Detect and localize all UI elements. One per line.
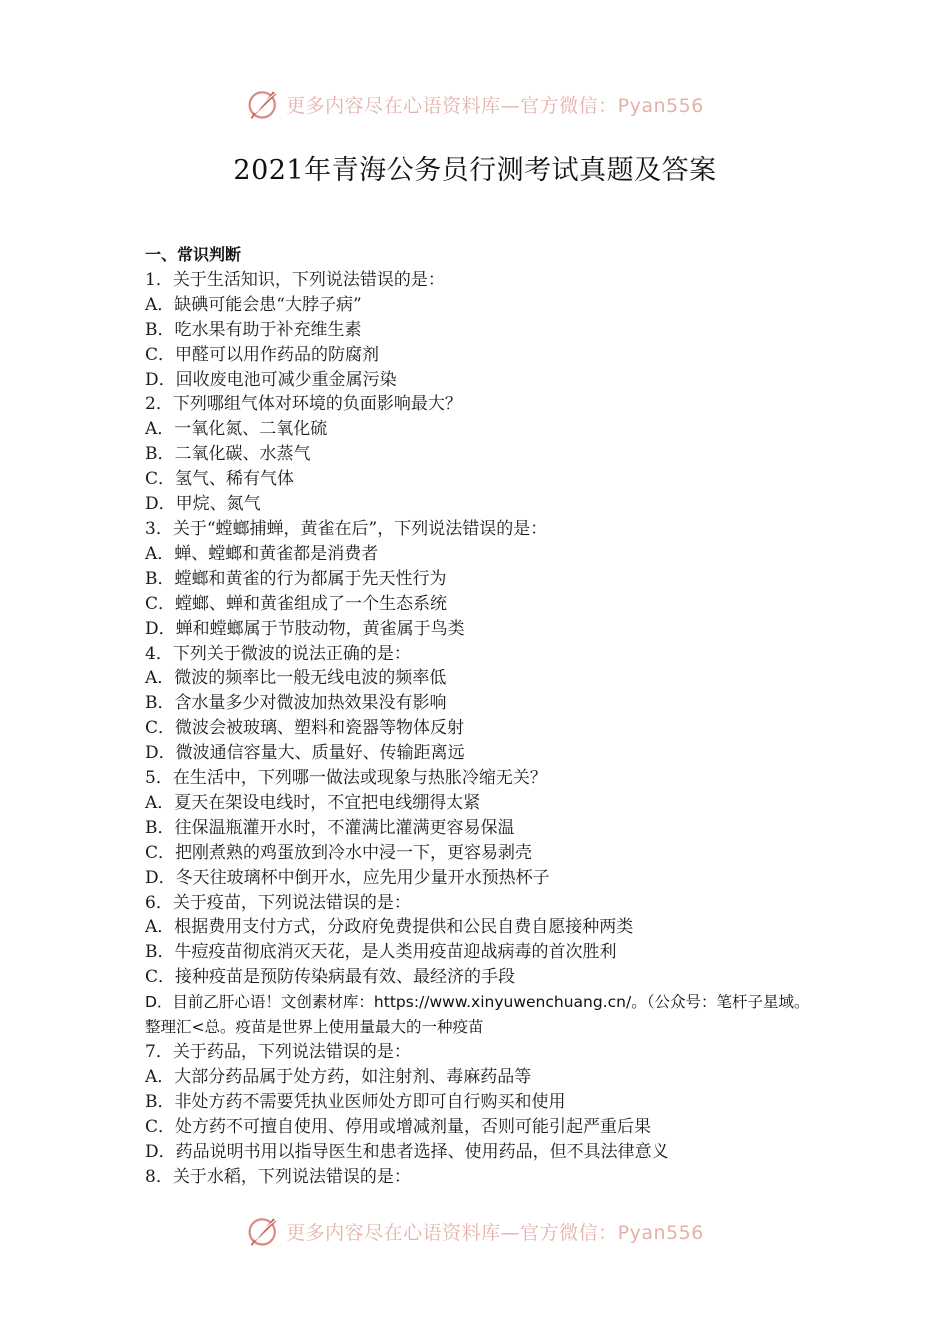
document-line: 2．下列哪组气体对环境的负面影响最大？ <box>145 394 462 415</box>
document-line: 8．关于水稻，下列说法错误的是： <box>145 1166 411 1187</box>
document-body <box>145 243 815 1189</box>
document-line: C．处方药不可擅自使用、停用或增减剂量，否则可能引起严重后果 <box>145 1116 652 1137</box>
watermark-header <box>0 84 950 124</box>
feather-pen-logo-icon <box>246 86 282 122</box>
document-line: D．药品说明书用以指导医生和患者选择、使用药品，但不具法律意义 <box>145 1141 669 1162</box>
watermark-text: 更多内容尽在心语资料库—官方微信：Pyan556 <box>286 1221 704 1244</box>
document-line: C．把刚煮熟的鸡蛋放到冷水中浸一下，更容易剥壳 <box>145 842 533 863</box>
watermark-footer <box>0 1211 950 1251</box>
document-line: C．微波会被玻璃、塑料和瓷器等物体反射 <box>145 718 465 739</box>
watermark-text: 更多内容尽在心语资料库—官方微信：Pyan556 <box>286 94 704 117</box>
document-line: B．吃水果有助于补充维生素 <box>145 319 362 340</box>
document-line: D．回收废电池可减少重金属污染 <box>145 369 397 390</box>
section-heading: 一、常识判断 <box>145 245 242 264</box>
document-line: D．冬天往玻璃杯中倒开水，应先用少量开水预热杯子 <box>145 867 550 888</box>
document-line: 6．关于疫苗，下列说法错误的是： <box>145 892 411 913</box>
question-lines-part-1 <box>145 268 815 990</box>
document-line: B．二氧化碳、水蒸气 <box>145 444 311 465</box>
promo-note-line: D．目前乙肝心语！文创素材库：https://www.xinyuwenchuang.cn/。（公众号：笔杆子星域。整理汇<总。疫苗是世界上使用量最大的一种疫苗 <box>145 993 810 1037</box>
document-line: 7．关于药品，下列说法错误的是： <box>145 1042 411 1062</box>
document-line: A．蝉、螳螂和黄雀都是消费者 <box>145 543 379 564</box>
document-line: C．氢气、稀有气体 <box>145 469 295 490</box>
document-line: A．大部分药品属于处方药，如注射剂、毒麻药品等 <box>145 1066 532 1087</box>
document-line: B．含水量多少对微波加热效果没有影响 <box>145 693 447 714</box>
document-line: 4．下列关于微波的说法正确的是： <box>145 643 411 664</box>
document-line: C．接种疫苗是预防传染病最有效、最经济的手段 <box>145 967 516 988</box>
document-line: C．甲醛可以用作药品的防腐剂 <box>145 344 380 365</box>
question-lines-part-2 <box>145 1040 815 1189</box>
document-line: D．甲烷、氮气 <box>145 494 261 515</box>
document-line: D．微波通信容量大、质量好、传输距离远 <box>145 743 465 764</box>
document-line: 3．关于“螳螂捕蝉，黄雀在后”，下列说法错误的是： <box>145 518 548 539</box>
document-title: 2021年青海公务员行测考试真题及答案 <box>233 155 717 186</box>
document-line: A．根据费用支付方式，分政府免费提供和公民自费自愿接种两类 <box>145 917 634 938</box>
document-line: B．非处方药不需要凭执业医师处方即可自行购买和使用 <box>145 1091 566 1112</box>
document-line: B．牛痘疫苗彻底消灭天花，是人类用疫苗迎战病毒的首次胜利 <box>145 942 617 963</box>
document-line: B．螳螂和黄雀的行为都属于先天性行为 <box>145 568 447 589</box>
document-line: A．夏天在架设电线时，不宜把电线绷得太紧 <box>145 792 481 813</box>
document-line: B．往保温瓶灌开水时，不灌满比灌满更容易保温 <box>145 817 515 838</box>
feather-pen-logo-icon <box>246 1213 282 1249</box>
document-line: C．螳螂、蝉和黄雀组成了一个生态系统 <box>145 593 448 614</box>
document-line: A．缺碘可能会患“大脖子病” <box>145 294 362 315</box>
document-line: 1．关于生活知识，下列说法错误的是： <box>145 269 445 290</box>
document-line: 5．在生活中，下列哪一做法或现象与热胀冷缩无关？ <box>145 768 547 789</box>
document-line: D．蝉和螳螂属于节肢动物，黄雀属于鸟类 <box>145 618 465 639</box>
document-line: A．一氧化氮、二氧化硫 <box>145 419 328 440</box>
document-line: A．微波的频率比一般无线电波的频率低 <box>145 668 447 689</box>
